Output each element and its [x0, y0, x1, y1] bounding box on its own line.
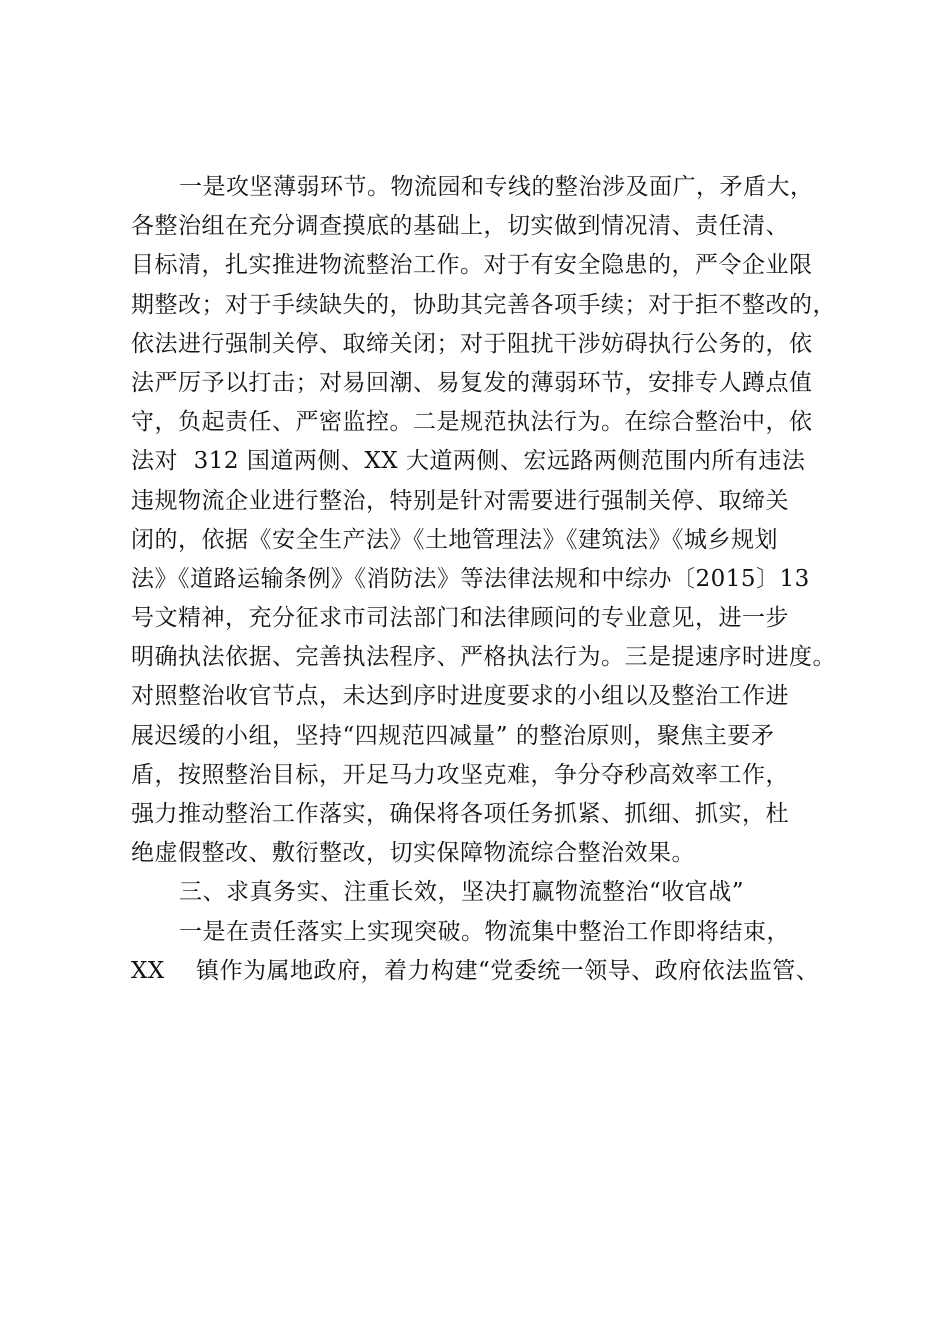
paragraph-line: 展迟缓的小组，坚持“四规范四减量” 的整治原则，聚焦主要矛	[131, 722, 775, 749]
paragraph-line: 明确执法依据、完善执法程序、严格执法行为。三是提速序时进度。	[131, 644, 836, 671]
paragraph-line: 法对 312 国道两侧、XX 大道两侧、宏远路两侧范围内所有违法	[131, 448, 806, 475]
paragraph-line: 绝虚假整改、敷衍整改，切实保障物流综合整治效果。	[131, 840, 695, 867]
paragraph-line: 一是攻坚薄弱环节。物流园和专线的整治涉及面广，矛盾大，	[179, 174, 814, 200]
paragraph-line: 各整治组在充分调查摸底的基础上，切实做到情况清、责任清、	[131, 213, 789, 240]
paragraph-line: 一是在责任落实上实现突破。物流集中整治工作即将结束，	[179, 918, 790, 945]
paragraph-line: 目标清，扎实推进物流整治工作。对于有安全隐患的，严令企业限	[131, 252, 813, 279]
paragraph-line: 号文精神，充分征求市司法部门和法律顾问的专业意见，进一步	[131, 605, 789, 632]
paragraph-line: XX 镇作为属地政府，着力构建“党委统一领导、政府依法监管、	[131, 957, 820, 984]
paragraph-line: 期整改；对于手续缺失的，协助其完善各项手续；对于拒不整改的，	[131, 291, 836, 318]
body-text	[131, 168, 851, 991]
paragraph-line: 盾，按照整治目标，开足马力攻坚克难，争分夺秒高效率工作，	[131, 761, 789, 788]
paragraph-line: 守，负起责任、严密监控。二是规范执法行为。在综合整治中，依	[131, 409, 813, 436]
paragraph-line: 强力推动整治工作落实，确保将各项任务抓紧、抓细、抓实，杜	[131, 801, 789, 827]
paragraph-line: 闭的，依据《安全生产法》《土地管理法》《建筑法》《城乡规划	[131, 526, 778, 553]
paragraph-line: 法》《道路运输条例》《消防法》等法律法规和中综办〔2015〕13	[131, 565, 810, 592]
section-heading: 三、求真务实、注重长效，坚决打赢物流整治“收官战”	[179, 879, 745, 906]
paragraph-line: 依法进行强制关停、取缔关闭；对于阻扰干涉妨碍执行公务的，依	[131, 330, 813, 357]
paragraph-line: 法严厉予以打击；对易回潮、易复发的薄弱环节，安排专人蹲点值	[131, 369, 813, 396]
paragraph-line: 对照整治收官节点，未达到序时进度要求的小组以及整治工作进	[131, 683, 789, 710]
paragraph-line: 违规物流企业进行整治，特别是针对需要进行强制关停、取缔关	[131, 487, 789, 514]
